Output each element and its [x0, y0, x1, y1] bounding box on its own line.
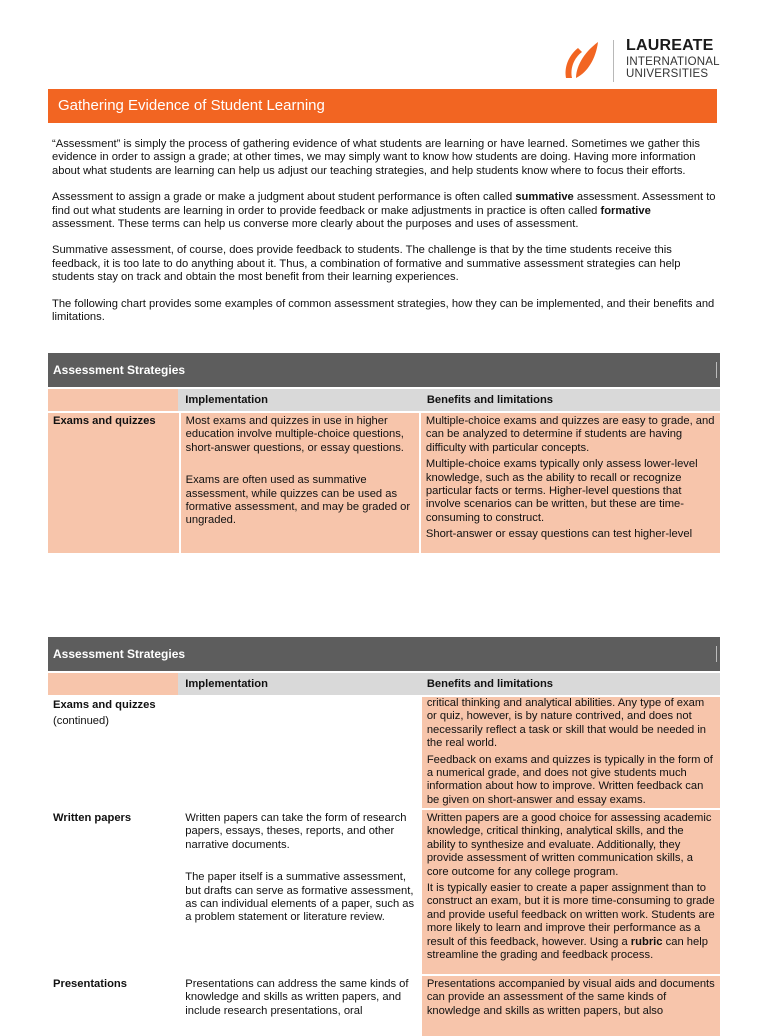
table-row-presentations — [48, 976, 720, 1036]
paragraph-1: “Assessment” is simply the process of gathering evidence of what students are learning or have learned. Sometimes we gather this evidence in order to assign a grade; at other times, we may simply want to know how students are doing. Having more information about what students are learning can help us adjust our teaching strategies, and help students know where to focus their efforts. — [52, 138, 700, 177]
column-header-row — [48, 673, 720, 695]
paragraph-3: Summative assessment, of course, does provide feedback to students. The challenge is that by the time students receive this feedback, it is too late to do anything about it. Thus, a combination of formative and summative assessment strategies can help students stay on track and obtain the most benefit from their learning experiences. — [52, 244, 681, 284]
term-summative: summative — [515, 191, 574, 204]
assessment-table-1 — [48, 353, 720, 553]
exams-implementation — [180, 697, 420, 808]
table-row-exams-continued — [48, 697, 720, 808]
exams-implementation: Most exams and quizzes in use in higher education involve multiple-choice questions, short-answer questions, or essay questions. Exams are often used as summative assessment, while quizzes can be used as formative assessment, and may be graded or ungraded. — [181, 413, 419, 553]
exams-benefits: Multiple-choice exams and quizzes are easy to grade, and can be analyzed to determine if students are having difficulty with particular concepts. Multiple-choice exams typically only assess lower-level knowledge, such as the ability to recall or recognize particular facts or terms. Higher-level questions that involve scenarios can be written, but these are time-consuming to construct. Short-answer or essay questions can test higher-level — [421, 413, 720, 553]
row-label-presentations: Presentations — [53, 978, 127, 990]
laureate-logo — [560, 38, 760, 84]
logo-line2: UNIVERSITIES — [626, 67, 709, 80]
table-header: Assessment Strategies — [48, 637, 720, 671]
table-header-grip — [716, 646, 717, 662]
table-header-grip — [716, 362, 717, 378]
column-header-row — [48, 389, 720, 411]
row-label-papers: Written papers — [53, 812, 132, 824]
paragraph-2: Assessment to assign a grade or make a judgment about student performance is often called summative assessment. Assessment to find out what students are learning in order to provide feedback or make adjustments in practice is often called formative assessment. These terms can help us converse more clearly about the purposes and uses of assessment. — [52, 191, 716, 231]
term-formative: formative — [600, 204, 651, 217]
column-header-benefits: Benefits and limitations — [426, 394, 553, 406]
laureate-leaf-icon — [560, 38, 604, 82]
column-header-blank — [48, 389, 178, 411]
assessment-table-2 — [48, 637, 720, 1036]
term-rubric: rubric — [630, 935, 663, 948]
column-header-blank — [48, 673, 178, 695]
logo-wordmark — [626, 38, 720, 80]
paragraph-4: The following chart provides some examples of common assessment strategies, how they can be implemented, and their benefits and limitations. — [52, 297, 715, 324]
logo-divider — [613, 40, 614, 82]
row-label-exams: Exams and quizzes — [48, 413, 179, 553]
logo-name: LAUREATE — [626, 37, 714, 54]
papers-implementation: Written papers can take the form of research papers, essays, theses, reports, and other narrative documents. The paper itself is a summative assessment, but drafts can serve as formative assessment, as can individual elements of a paper, such as a problem statement or literature review. — [185, 812, 415, 924]
logo-line1: INTERNATIONAL — [626, 56, 720, 68]
papers-benefits: Written papers are a good choice for assessing academic knowledge, critical thinking, analytical skills, and the ability to synthesize and evaluate. Additionally, they provide assessment of written communication skills, a core outcome for any college program. It is typically easier to create a paper assignment than to construct an exam, but it is more time-consuming to grade and provide useful feedback on written work. Students are more likely to learn and improve their performance as a result of this feedback, however. Using a rubric can help streamline the grading and feedback process. — [422, 810, 720, 974]
column-header-benefits: Benefits and limitations — [426, 678, 553, 690]
presentations-implementation: Presentations can address the same kinds of knowledge and skills as written papers, and include research presentations, oral — [185, 978, 409, 1017]
table-header: Assessment Strategies — [48, 353, 720, 387]
column-header-implementation: Implementation — [185, 678, 268, 690]
column-header-implementation: Implementation — [185, 394, 268, 406]
document-title: Gathering Evidence of Student Learning — [48, 89, 717, 123]
presentations-benefits: Presentations accompanied by visual aids and documents can provide an assessment of the same kinds of knowledge and skills as written papers, but also — [422, 976, 720, 1036]
intro-text — [52, 138, 716, 337]
table-row-papers — [48, 810, 720, 974]
row-label-exams: Exams and quizzes (continued) — [53, 699, 156, 728]
table-row-exams — [48, 413, 720, 553]
exams-benefits: critical thinking and analytical abilities. Any type of exam or quiz, however, is by nature contrived, and does not necessarily reflect a task or skill that would be needed in the real world. Feedback on exams and quizzes is typically in the form of a numerical grade, and does not give students much information about how to improve. Written feedback can be given on short-answer and essay exams. — [422, 697, 720, 808]
